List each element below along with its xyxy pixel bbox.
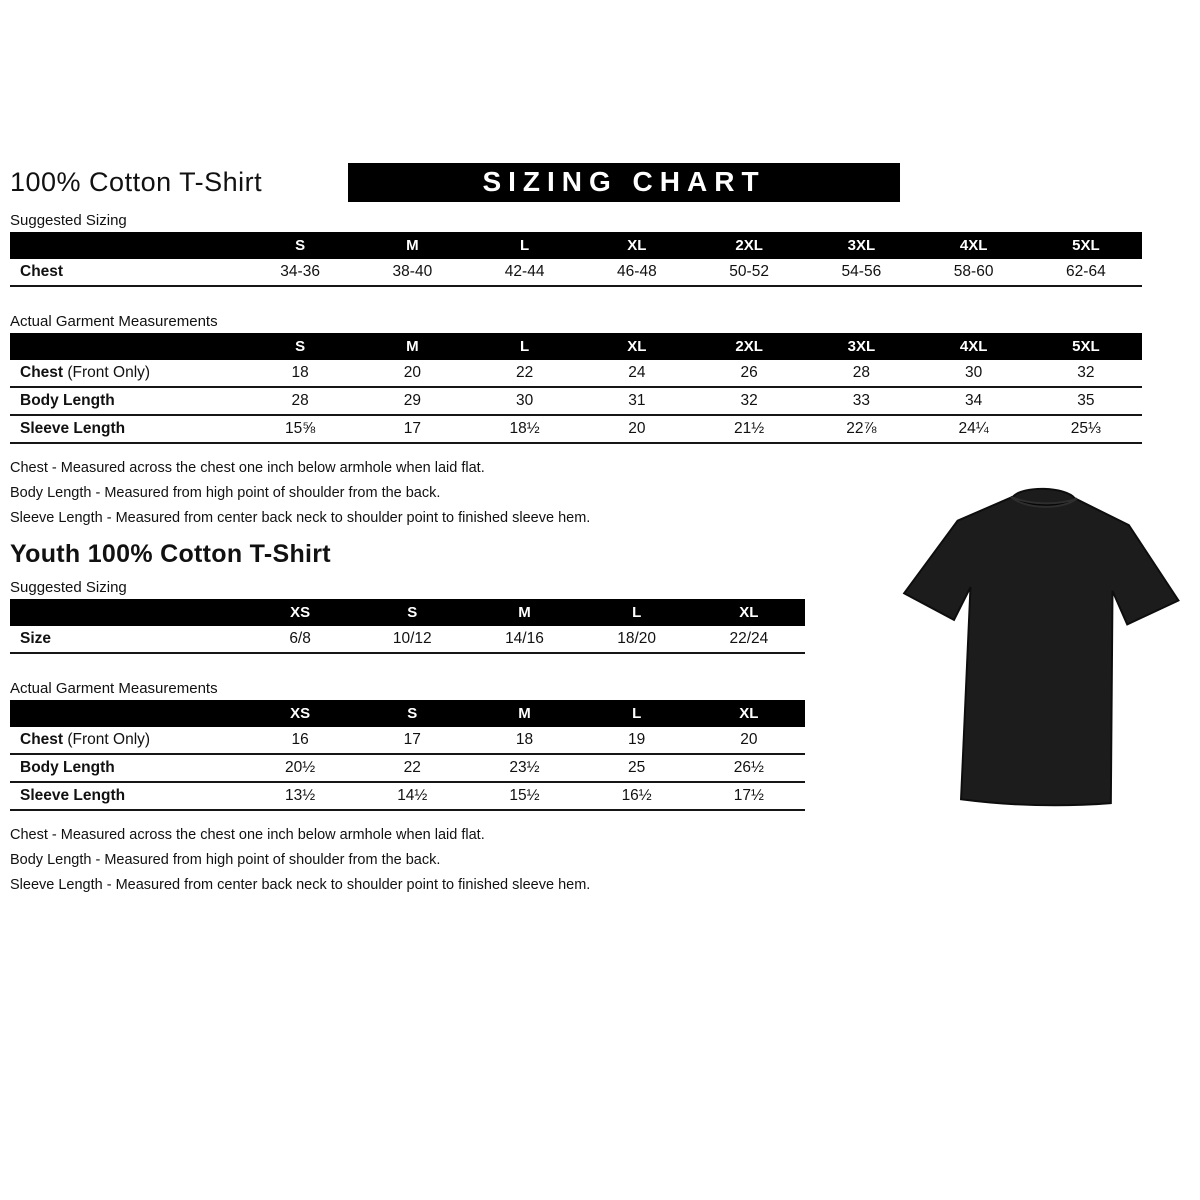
size-column-header: 3XL — [805, 232, 917, 259]
measurement-cell: 32 — [1030, 360, 1142, 387]
size-column-header: XL — [581, 333, 693, 360]
row-label: Size — [10, 626, 244, 653]
row-label: Body Length — [10, 754, 244, 782]
measurement-cell: 26 — [693, 360, 805, 387]
note-chest: Chest - Measured across the chest one inch below armhole when laid flat. — [10, 827, 485, 843]
size-column-header: M — [356, 333, 468, 360]
measurement-row — [10, 360, 1142, 387]
row-label: Sleeve Length — [10, 782, 244, 810]
measurement-cell: 14/16 — [468, 626, 580, 653]
measurement-cell: 35 — [1030, 387, 1142, 415]
page-header — [10, 163, 1200, 202]
youth-measurement-notes — [10, 827, 1200, 893]
size-column-header: 5XL — [1030, 333, 1142, 360]
size-header-row — [10, 700, 805, 727]
sizing-chart-banner — [348, 163, 900, 202]
size-column-header: XS — [244, 599, 356, 626]
measurement-cell: 23½ — [468, 754, 580, 782]
size-column-header: S — [356, 599, 468, 626]
youth-section-title: Youth 100% Cotton T-Shirt — [10, 540, 331, 568]
size-column-header: S — [244, 232, 356, 259]
note-body-length: Body Length - Measured from high point of shoulder from the back. — [10, 485, 441, 501]
note-chest: Chest - Measured across the chest one inch below armhole when laid flat. — [10, 460, 485, 476]
measurement-cell: 17 — [356, 415, 468, 443]
table-corner-cell — [10, 599, 244, 626]
size-column-header: XL — [693, 599, 805, 626]
note-sleeve-length: Sleeve Length - Measured from center back neck to shoulder point to finished sleeve hem. — [10, 510, 591, 526]
measurement-cell: 22 — [356, 754, 468, 782]
tshirt-image-svg — [890, 472, 1191, 820]
size-column-header: XL — [581, 232, 693, 259]
measurement-cell: 28 — [244, 387, 356, 415]
measurement-cell: 17 — [356, 727, 468, 754]
measurement-cell: 31 — [581, 387, 693, 415]
size-column-header: L — [581, 700, 693, 727]
measurement-row — [10, 415, 1142, 443]
measurement-cell: 22⅞ — [805, 415, 917, 443]
measurement-cell: 24¼ — [918, 415, 1030, 443]
row-label: Chest (Front Only) — [10, 727, 244, 754]
measurement-cell: 28 — [805, 360, 917, 387]
measurement-row — [10, 782, 805, 810]
size-column-header: L — [469, 333, 581, 360]
measurement-cell: 34-36 — [244, 259, 356, 286]
measurement-cell: 25 — [581, 754, 693, 782]
youth-suggested-sizing-label: Suggested Sizing — [10, 579, 127, 596]
adult-suggested-sizing-label: Suggested Sizing — [10, 212, 127, 229]
measurement-cell: 17½ — [693, 782, 805, 810]
measurement-cell: 18 — [244, 360, 356, 387]
note-body-length: Body Length - Measured from high point of shoulder from the back. — [10, 852, 441, 868]
youth-actual-measurements-label: Actual Garment Measurements — [10, 680, 218, 697]
measurement-cell: 42-44 — [469, 259, 581, 286]
sizing-chart-banner-text: SIZING CHART — [482, 166, 766, 197]
measurement-cell: 10/12 — [356, 626, 468, 653]
size-column-header: 3XL — [805, 333, 917, 360]
measurement-cell: 19 — [581, 727, 693, 754]
measurement-row — [10, 626, 805, 653]
size-column-header: 2XL — [693, 232, 805, 259]
measurement-cell: 15½ — [468, 782, 580, 810]
measurement-cell: 24 — [581, 360, 693, 387]
youth-actual-measurements-table — [10, 700, 805, 811]
measurement-cell: 46-48 — [581, 259, 693, 286]
adult-actual-measurements-table — [10, 333, 1142, 444]
youth-suggested-sizing-table — [10, 599, 805, 654]
measurement-row — [10, 387, 1142, 415]
table-corner-cell — [10, 333, 244, 360]
measurement-cell: 18 — [468, 727, 580, 754]
measurement-cell: 58-60 — [918, 259, 1030, 286]
size-column-header: M — [468, 599, 580, 626]
size-header-row — [10, 232, 1142, 259]
size-header-row — [10, 333, 1142, 360]
row-label: Body Length — [10, 387, 244, 415]
measurement-cell: 20½ — [244, 754, 356, 782]
measurement-cell: 21½ — [693, 415, 805, 443]
table-corner-cell — [10, 700, 244, 727]
measurement-cell: 18½ — [469, 415, 581, 443]
size-column-header: 2XL — [693, 333, 805, 360]
measurement-cell: 38-40 — [356, 259, 468, 286]
measurement-cell: 34 — [918, 387, 1030, 415]
black-tshirt-product-image — [890, 472, 1191, 820]
size-column-header: 4XL — [918, 333, 1030, 360]
measurement-row — [10, 754, 805, 782]
row-label: Chest — [10, 259, 244, 286]
measurement-cell: 54-56 — [805, 259, 917, 286]
measurement-cell: 33 — [805, 387, 917, 415]
measurement-cell: 15⅝ — [244, 415, 356, 443]
size-header-row — [10, 599, 805, 626]
measurement-cell: 62-64 — [1030, 259, 1142, 286]
measurement-cell: 30 — [469, 387, 581, 415]
measurement-cell: 20 — [356, 360, 468, 387]
note-sleeve-length: Sleeve Length - Measured from center back neck to shoulder point to finished sleeve hem. — [10, 877, 591, 893]
table-corner-cell — [10, 232, 244, 259]
size-column-header: L — [469, 232, 581, 259]
row-label: Chest (Front Only) — [10, 360, 244, 387]
size-column-header: 4XL — [918, 232, 1030, 259]
measurement-cell: 22/24 — [693, 626, 805, 653]
size-column-header: XL — [693, 700, 805, 727]
size-column-header: XS — [244, 700, 356, 727]
measurement-cell: 20 — [693, 727, 805, 754]
measurement-cell: 25⅓ — [1030, 415, 1142, 443]
tshirt-body-shape — [899, 485, 1182, 808]
measurement-cell: 14½ — [356, 782, 468, 810]
measurement-cell: 26½ — [693, 754, 805, 782]
size-column-header: 5XL — [1030, 232, 1142, 259]
measurement-cell: 22 — [469, 360, 581, 387]
measurement-cell: 50-52 — [693, 259, 805, 286]
page-title: 100% Cotton T-Shirt — [10, 167, 263, 197]
measurement-cell: 18/20 — [581, 626, 693, 653]
measurement-cell: 16½ — [581, 782, 693, 810]
measurement-row — [10, 727, 805, 754]
measurement-cell: 16 — [244, 727, 356, 754]
measurement-cell: 20 — [581, 415, 693, 443]
row-label: Sleeve Length — [10, 415, 244, 443]
size-column-header: S — [356, 700, 468, 727]
size-column-header: M — [468, 700, 580, 727]
size-column-header: L — [581, 599, 693, 626]
measurement-cell: 29 — [356, 387, 468, 415]
size-column-header: M — [356, 232, 468, 259]
measurement-cell: 6/8 — [244, 626, 356, 653]
measurement-cell: 13½ — [244, 782, 356, 810]
measurement-cell: 30 — [918, 360, 1030, 387]
measurement-cell: 32 — [693, 387, 805, 415]
size-column-header: S — [244, 333, 356, 360]
measurement-row — [10, 259, 1142, 286]
adult-actual-measurements-label: Actual Garment Measurements — [10, 313, 218, 330]
adult-suggested-sizing-table — [10, 232, 1142, 287]
